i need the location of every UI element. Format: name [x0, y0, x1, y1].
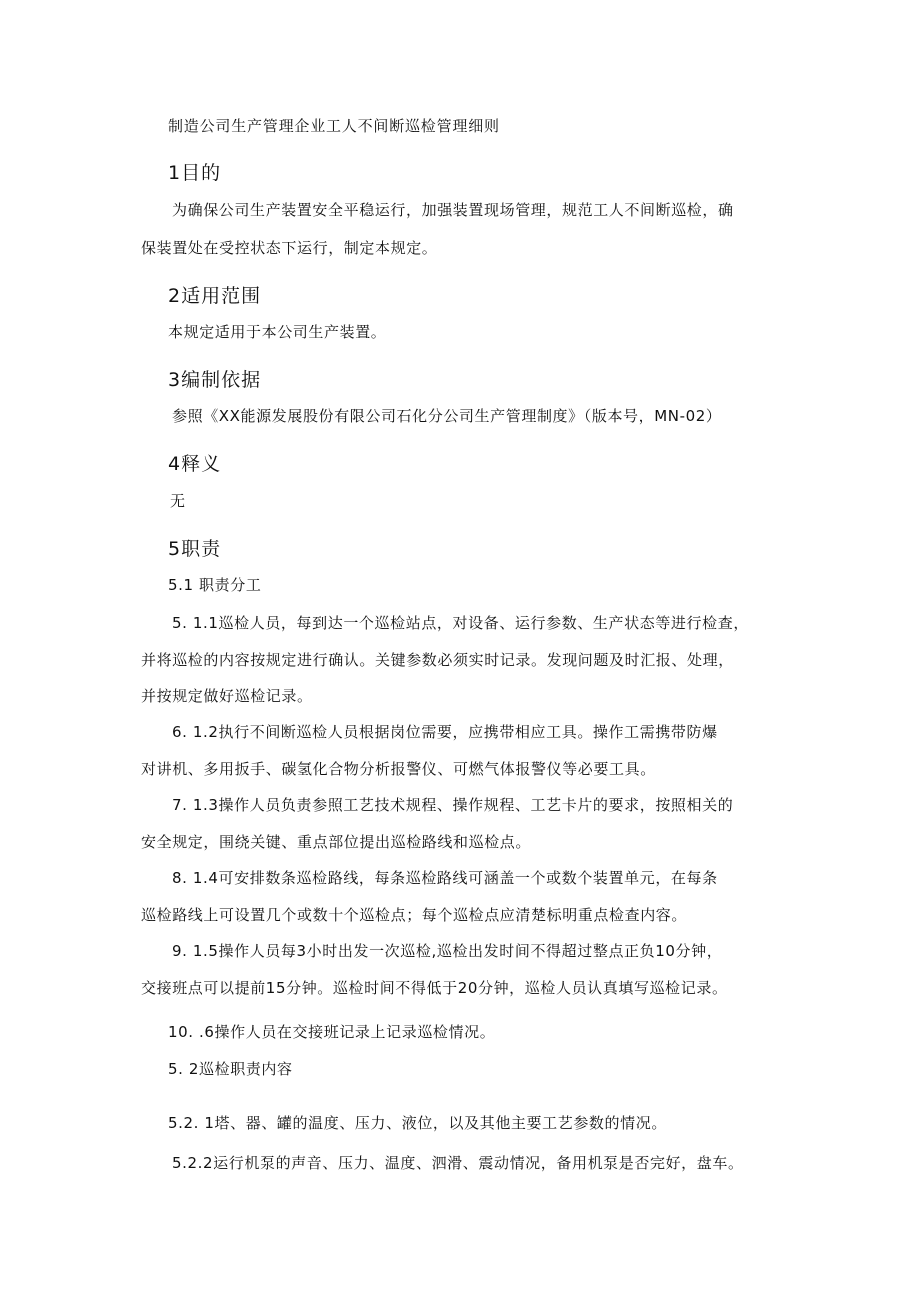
paragraph-line: 参照《XX能源发展股份有限公司石化分公司生产管理制度》（版本号，MN-02）: [172, 407, 722, 425]
subheading: 5. 2巡检职责内容: [168, 1060, 293, 1078]
list-item-line: 对讲机、多用扳手、碳氢化合物分析报警仪、可燃气体报警仪等必要工具。: [141, 760, 656, 778]
list-item-line: 6. 1.2执行不间断巡检人员根据岗位需要，应携带相应工具。操作工需携带防爆: [172, 723, 718, 741]
list-item-line: 交接班点可以提前15分钟。巡检时间不得低于20分钟，巡检人员认真填写巡检记录。: [141, 979, 728, 997]
paragraph-line: 无: [170, 492, 186, 510]
list-item-line: 10. .6操作人员在交接班记录上记录巡检情况。: [168, 1023, 496, 1041]
list-item-line: 并将巡检的内容按规定进行确认。关键参数必须实时记录。发现问题及时汇报、处理，: [141, 651, 734, 669]
section-heading-basis: 3编制依据: [168, 369, 262, 391]
section-heading-purpose: 1目的: [168, 162, 222, 184]
list-item-line: 5.2. 1塔、器、罐的温度、压力、液位，以及其他主要工艺参数的情况。: [168, 1114, 667, 1132]
list-item-line: 8. 1.4可安排数条巡检路线，每条巡检路线可涵盖一个或数个装置单元，在每条: [172, 869, 718, 887]
paragraph-line: 保装置处在受控状态下运行，制定本规定。: [141, 239, 438, 257]
section-heading-definitions: 4释义: [168, 453, 222, 475]
list-item-line: 5. 1.1巡检人员，每到达一个巡检站点，对设备、运行参数、生产状态等进行检查，: [172, 614, 749, 632]
paragraph-line: 本规定适用于本公司生产装置。: [168, 323, 387, 341]
section-heading-scope: 2适用范围: [168, 285, 262, 307]
list-item-line: 并按规定做好巡检记录。: [141, 687, 313, 705]
section-heading-duties: 5职责: [168, 538, 222, 560]
list-item-line: 7. 1.3操作人员负责参照工艺技术规程、操作规程、工艺卡片的要求，按照相关的: [172, 796, 734, 814]
paragraph-line: 为确保公司生产装置安全平稳运行，加强装置现场管理，规范工人不间断巡检，确: [172, 201, 734, 219]
list-item-line: 安全规定，围绕关键、重点部位提出巡检路线和巡检点。: [141, 833, 532, 851]
subheading: 5.1 职责分工: [168, 576, 262, 594]
list-item-line: 9. 1.5操作人员每3小时出发一次巡检,巡检出发时间不得超过整点正负10分钟，: [172, 942, 723, 960]
document-title: 制造公司生产管理企业工人不间断巡检管理细则: [168, 117, 500, 135]
list-item-line: 巡检路线上可设置几个或数十个巡检点；每个巡检点应清楚标明重点检查内容。: [141, 906, 688, 924]
list-item-line: 5.2.2运行机泵的声音、压力、温度、泗滑、震动情况，备用机泵是否完好，盘车。: [172, 1154, 744, 1172]
